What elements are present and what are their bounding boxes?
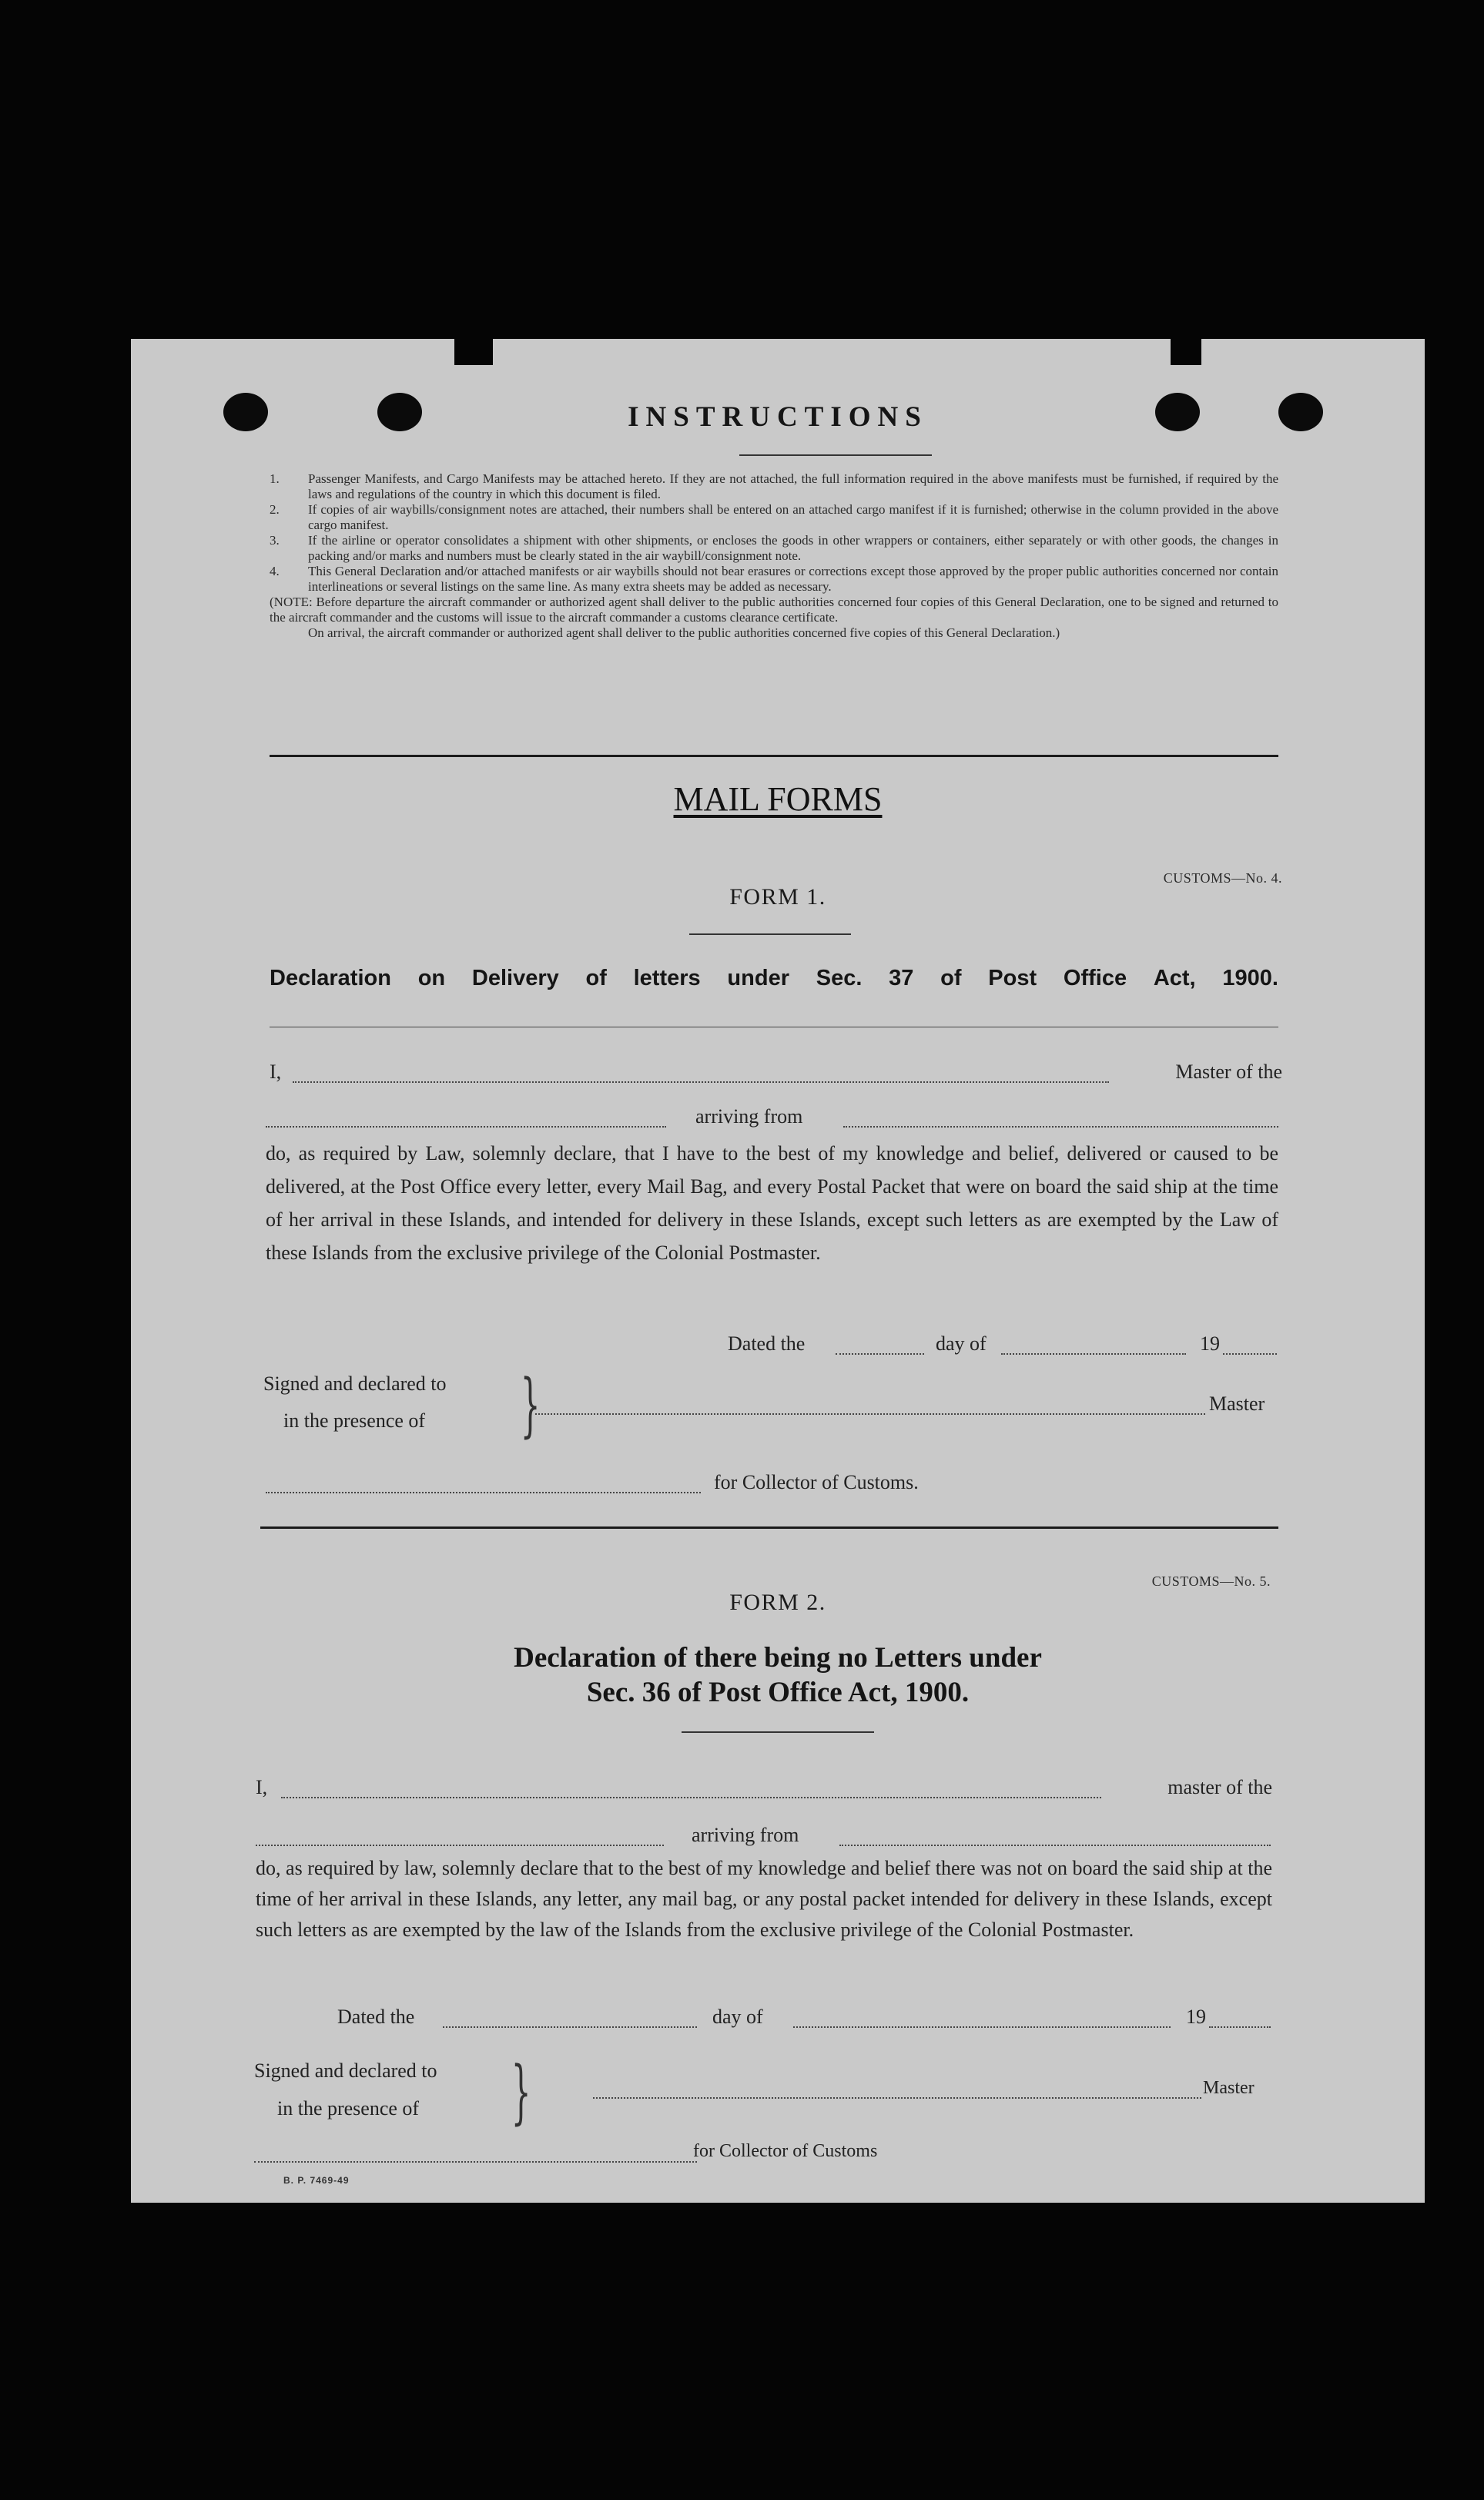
instructions-heading: INSTRUCTIONS: [628, 401, 928, 433]
heading-word: Sec.: [816, 966, 863, 990]
form1-brace: }: [520, 1365, 541, 1446]
instruction-number: 1.: [270, 471, 280, 486]
section-divider: [270, 755, 1278, 757]
heading-word: of: [940, 966, 962, 990]
heading-word: on: [417, 966, 446, 990]
instruction-text: Passenger Manifests, and Cargo Manifests may be attached hereto. If they are not attached, the full information required in the above manifests must be furnished, if required by the laws and regulations of the country in which this document is filed.: [308, 471, 1278, 501]
form2-signed-line1: Signed and declared to: [254, 2059, 437, 2082]
mail-forms-title: MAIL FORMS: [673, 780, 883, 818]
form1-master-label: Master: [1209, 1392, 1265, 1415]
form2-collector-field[interactable]: [254, 2161, 697, 2163]
form1-arriving-from: arriving from: [695, 1105, 803, 1128]
form2-declaration-heading: [131, 1640, 1425, 1710]
instruction-number: 4.: [270, 564, 280, 578]
form1-i-label: I,: [270, 1061, 282, 1083]
form2-day-field[interactable]: [443, 2026, 697, 2028]
form2-month-field[interactable]: [793, 2026, 1171, 2028]
form2-customs-number: CUSTOMS—No. 5.: [1151, 1573, 1271, 1589]
instructions-note: [270, 595, 1278, 641]
form1-ship-field[interactable]: [266, 1126, 666, 1128]
form2-collector-label: for Collector of Customs: [693, 2141, 878, 2161]
form2-heading-underline: [682, 1731, 874, 1733]
heading-word: Delivery: [471, 966, 559, 990]
form1-signed-line2: in the presence of: [283, 1409, 426, 1432]
form1-declaration-heading: [270, 966, 1278, 991]
document-page: [131, 339, 1425, 2203]
form1-year-prefix: 19: [1200, 1332, 1220, 1355]
heading-word: Declaration: [270, 966, 391, 990]
instruction-item: [270, 502, 1278, 533]
form2-heading-line: Declaration of there being no Letters under: [514, 1642, 1042, 1674]
form2-signed-line2: in the presence of: [277, 2097, 420, 2120]
note-departure: (NOTE: Before departure the aircraft commander or authorized agent shall deliver to the public authorities concerned four copies of this General Declaration, one to be signed and returned to the aircraft commander and the customs will issue to the aircraft commander a customs clearance certificate.: [270, 595, 1278, 625]
form1-dated-the: Dated the: [728, 1332, 806, 1355]
heading-word: Office: [1063, 966, 1127, 990]
form2-dated-the: Dated the: [337, 2006, 415, 2028]
instruction-text: If copies of air waybills/consignment notes are attached, their numbers shall be entered on an attached cargo manifest if it is furnished; otherwise in the column provided in the above cargo manifest.: [308, 502, 1278, 532]
form1-year-field[interactable]: [1223, 1353, 1277, 1355]
form2-year-field[interactable]: [1209, 2026, 1271, 2028]
heading-word: under: [727, 966, 789, 990]
form1-collector-label: for Collector of Customs.: [714, 1471, 919, 1493]
form2-day-of: day of: [712, 2006, 763, 2028]
print-code: B. P. 7469-49: [283, 2175, 350, 2186]
form2-heading-line: Sec. 36 of Post Office Act, 1900.: [586, 1677, 970, 1708]
heading-word: Post: [988, 966, 1037, 990]
heading-word: 1900.: [1222, 966, 1278, 990]
instructions-list: [270, 471, 1278, 641]
form1-master-signature-field[interactable]: [535, 1413, 1205, 1415]
form2-arriving-from: arriving from: [692, 1824, 799, 1846]
form1-month-field[interactable]: [1001, 1353, 1186, 1355]
page-notch-right: [1171, 339, 1201, 365]
form1-day-field[interactable]: [836, 1353, 924, 1355]
form2-body-text: do, as required by law, solemnly declare that to the best of my knowledge and belief there was not on board the said ship at the time of her arrival in these Islands, any letter, any mail bag, or any postal packet intended for delivery in these Islands, except such letters as are exempted by the law of the Islands from the exclusive privilege of the Colonial Postmaster.: [256, 1857, 1272, 1941]
form2-origin-field[interactable]: [839, 1845, 1271, 1846]
form1-origin-field[interactable]: [843, 1126, 1278, 1128]
instructions-underline: [739, 454, 932, 456]
form1-day-of: day of: [936, 1332, 987, 1355]
form2-master-label: Master: [1203, 2078, 1255, 2098]
instruction-text: If the airline or operator consolidates a shipment with other shipments, or encloses the goods in other wrappers or containers, either separately or with other goods, the changes in packing and/or marks and numbers must be clearly stated in the air waybill/consignment note.: [308, 533, 1278, 563]
form1-title: FORM 1.: [729, 884, 826, 910]
heading-word: Act,: [1153, 966, 1196, 990]
form2-title: FORM 2.: [729, 1590, 826, 1615]
instruction-number: 2.: [270, 502, 280, 517]
form2-master-signature-field[interactable]: [593, 2097, 1201, 2099]
heading-word: of: [585, 966, 607, 990]
instruction-item: [270, 564, 1278, 595]
heading-word: letters: [633, 966, 701, 990]
form1-customs-number: CUSTOMS—No. 4.: [1163, 870, 1282, 886]
form2-master-of-the: master of the: [1167, 1776, 1272, 1798]
form1-collector-field[interactable]: [266, 1492, 701, 1493]
form-divider: [260, 1526, 1278, 1529]
instruction-item: [270, 533, 1278, 564]
form1-master-of-the: Master of the: [1175, 1061, 1282, 1083]
heading-word: 37: [889, 966, 914, 990]
form1-body-text: do, as required by Law, solemnly declare, that I have to the best of my knowledge and belief, delivered or caused to be delivered, at the Post Office every letter, every Mail Bag, and every Postal Packet that were on board the said ship at the time of her arrival in these Islands, and intended for delivery in these Islands, except such letters as are exempted by the Law of these Islands from the exclusive privilege of the Colonial Postmaster.: [266, 1142, 1278, 1264]
form2-year-prefix: 19: [1186, 2006, 1206, 2028]
form1-name-field[interactable]: [293, 1081, 1109, 1083]
form1-title-underline: [689, 933, 851, 935]
instruction-number: 3.: [270, 533, 280, 548]
note-arrival: On arrival, the aircraft commander or authorized agent shall deliver to the public authorities concerned five copies of this General Declaration.): [308, 625, 1060, 640]
form2-ship-field[interactable]: [256, 1845, 664, 1846]
instruction-item: [270, 471, 1278, 502]
form2-brace: }: [511, 2052, 531, 2133]
form2-name-field[interactable]: [281, 1797, 1101, 1798]
instruction-text: This General Declaration and/or attached manifests or air waybills should not bear erasures or corrections except those approved by the proper public authorities concerned nor contain interlineations or several listings on the same line. As many extra sheets may be added as necessary.: [308, 564, 1278, 594]
form1-signed-line1: Signed and declared to: [263, 1372, 447, 1395]
form2-i-label: I,: [256, 1776, 268, 1798]
page-notch-left: [454, 339, 493, 365]
